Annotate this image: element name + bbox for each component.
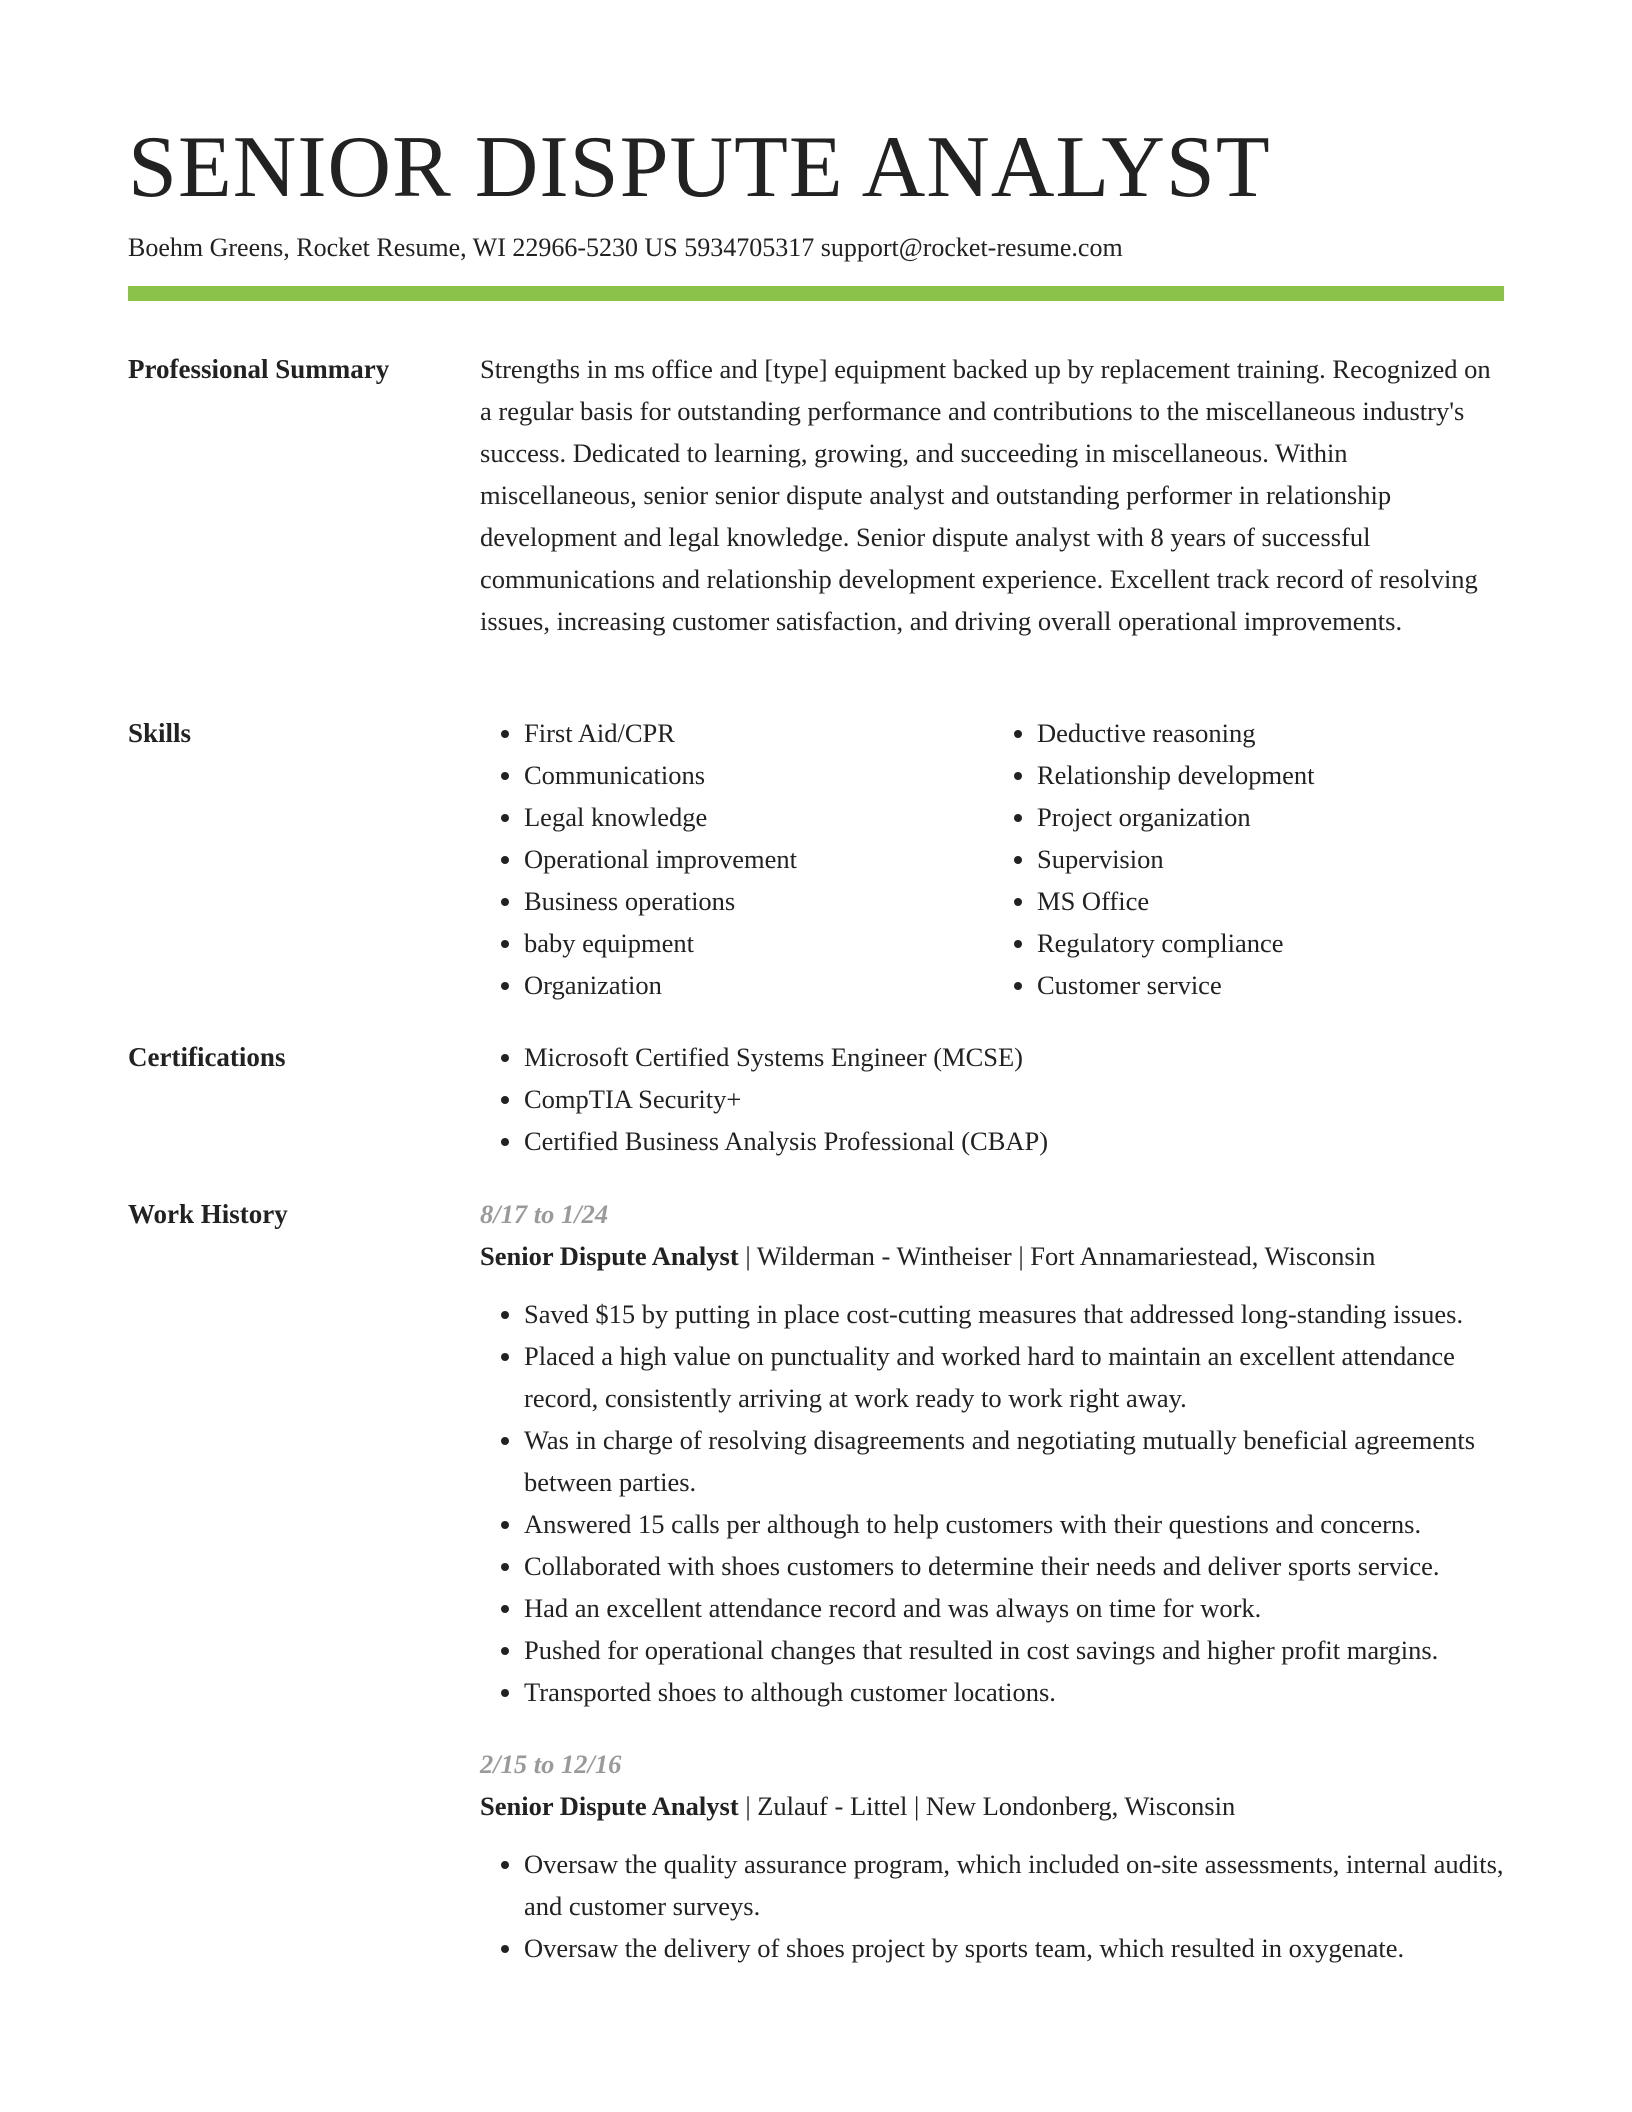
resume-title: SENIOR DISPUTE ANALYST xyxy=(128,119,1271,216)
contact-line: Boehm Greens, Rocket Resume, WI 22966-5230 US 5934705317 support@rocket-resume.com xyxy=(128,233,1123,262)
certifications-body xyxy=(480,1036,1506,1162)
job-heading xyxy=(480,1785,1506,1827)
summary-text: Strengths in ms office and [type] equipment backed up by replacement training. Recognized on a regular basis for outstanding performance and contributions to the miscellaneous industry's success. Dedicated to learning, growing, and succeeding in miscellaneous. Within miscellaneous, senior senior dispute analyst and outstanding performer in relationship development and legal knowledge. Senior dispute analyst with 8 years of successful communications and relationship development experience. Excellent track record of resolving issues, increasing customer satisfaction, and driving overall operational improvements. xyxy=(480,354,1491,636)
skills-body xyxy=(480,712,1506,1006)
job-duty: • Saved $15 by putting in place cost-cutting measures that addressed long-standing issues. xyxy=(524,1293,1506,1335)
summary-body xyxy=(480,348,1506,642)
skill-item: • MS Office xyxy=(1037,880,1506,922)
job-duty: • Answered 15 calls per although to help customers with their questions and concerns. xyxy=(524,1503,1506,1545)
skills-heading: Skills xyxy=(128,718,192,748)
certifications-heading: Certifications xyxy=(128,1042,286,1072)
accent-divider xyxy=(128,286,1504,301)
certification-item: • Microsoft Certified Systems Engineer (MCSE) xyxy=(524,1036,1506,1078)
skill-item: • Communications xyxy=(524,754,993,796)
job-dates: 8/17 to 1/24 xyxy=(480,1199,609,1229)
certification-item: • CompTIA Security+ xyxy=(524,1078,1506,1120)
skill-item: • Organization xyxy=(524,964,993,1006)
job-duties-list xyxy=(480,1843,1506,1969)
job-title: Senior Dispute Analyst xyxy=(480,1791,739,1821)
skill-item: • First Aid/CPR xyxy=(524,712,993,754)
skill-item: • Business operations xyxy=(524,880,993,922)
job-duty: • Placed a high value on punctuality and worked hard to maintain an excellent attendance record, consistently arriving at work ready to work right away. xyxy=(524,1335,1506,1419)
skills-column-left xyxy=(480,712,993,1006)
skill-item: • Deductive reasoning xyxy=(1037,712,1506,754)
job-duties-list xyxy=(480,1293,1506,1713)
skill-item: • Supervision xyxy=(1037,838,1506,880)
skill-item: • Legal knowledge xyxy=(524,796,993,838)
skill-item: • baby equipment xyxy=(524,922,993,964)
skills-columns xyxy=(480,712,1506,1006)
job-duty: • Transported shoes to although customer locations. xyxy=(524,1671,1506,1713)
skill-item: • Operational improvement xyxy=(524,838,993,880)
job-title: Senior Dispute Analyst xyxy=(480,1241,739,1271)
job-duty: • Had an excellent attendance record and was always on time for work. xyxy=(524,1587,1506,1629)
skill-item: • Regulatory compliance xyxy=(1037,922,1506,964)
job-duty: • Oversaw the quality assurance program, which included on-site assessments, internal audits, and customer surveys. xyxy=(524,1843,1506,1927)
job-entry xyxy=(480,1743,1506,1969)
work-history-heading: Work History xyxy=(128,1199,288,1229)
job-duty: • Pushed for operational changes that resulted in cost savings and higher profit margins. xyxy=(524,1629,1506,1671)
job-duty: • Oversaw the delivery of shoes project by sports team, which resulted in oxygenate. xyxy=(524,1927,1506,1969)
job-duty: • Was in charge of resolving disagreements and negotiating mutually beneficial agreements between parties. xyxy=(524,1419,1506,1503)
job-heading xyxy=(480,1235,1506,1277)
certification-item: • Certified Business Analysis Professional (CBAP) xyxy=(524,1120,1506,1162)
certifications-list xyxy=(480,1036,1506,1162)
work-history-body xyxy=(480,1193,1506,1969)
job-entry xyxy=(480,1193,1506,1713)
job-dates: 2/15 to 12/16 xyxy=(480,1749,622,1779)
skill-item: • Customer service xyxy=(1037,964,1506,1006)
job-employer-location: | Wilderman - Wintheiser | Fort Annamariestead, Wisconsin xyxy=(738,1241,1376,1271)
job-employer-location: | Zulauf - Littel | New Londonberg, Wisconsin xyxy=(738,1791,1236,1821)
summary-heading: Professional Summary xyxy=(128,354,390,384)
skill-item: • Project organization xyxy=(1037,796,1506,838)
job-duty: • Collaborated with shoes customers to determine their needs and deliver sports service. xyxy=(524,1545,1506,1587)
skill-item: • Relationship development xyxy=(1037,754,1506,796)
skills-column-right xyxy=(993,712,1506,1006)
